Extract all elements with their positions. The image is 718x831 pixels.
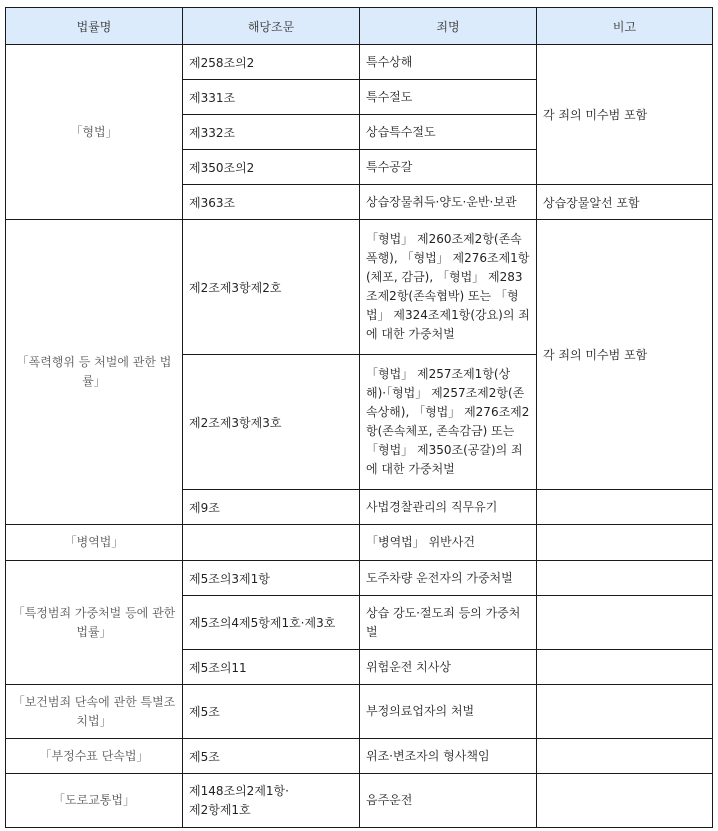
article-cell: 제148조의2제1항· 제2항제1호 xyxy=(183,774,360,828)
article-cell: 제5조 xyxy=(183,685,360,739)
crime-cell: 특수절도 xyxy=(360,80,537,115)
law-name-cell: 「병역법」 xyxy=(6,525,183,561)
note-cell xyxy=(537,774,713,828)
law-name-cell: 「보건범죄 단속에 관한 특별조치법」 xyxy=(6,685,183,739)
note-cell xyxy=(537,561,713,596)
article-cell: 제363조 xyxy=(183,185,360,220)
crime-cell: 사법경찰관리의 직무유기 xyxy=(360,490,537,525)
article-cell: 제5조 xyxy=(183,739,360,774)
header-crime: 죄명 xyxy=(360,8,537,45)
table-row xyxy=(6,774,713,828)
note-cell: 상습장물알선 포함 xyxy=(537,185,713,220)
article-cell: 제5조의11 xyxy=(183,650,360,685)
article-cell: 제2조제3항제3호 xyxy=(183,355,360,490)
article-cell: 제350조의2 xyxy=(183,150,360,185)
note-cell xyxy=(537,650,713,685)
article-cell: 제2조제3항제2호 xyxy=(183,220,360,355)
table-row xyxy=(6,739,713,774)
law-name-cell: 「폭력행위 등 처벌에 관한 법률」 xyxy=(6,220,183,525)
table-row xyxy=(6,525,713,561)
article-cell: 제9조 xyxy=(183,490,360,525)
law-name-cell: 「형법」 xyxy=(6,45,183,220)
note-cell xyxy=(537,739,713,774)
crime-cell: 위조·변조자의 형사책임 xyxy=(360,739,537,774)
crime-cell: 「형법」 제257조제1항(상해)·「형법」 제257조제2항(존속상해), 「형법」 제276조제2항(존속체포, 존속감금) 또는 「형법」 제350조(공갈)의 죄에 대한 가중처벌 xyxy=(360,355,537,490)
article-cell xyxy=(183,525,360,561)
crime-cell: 「병역법」 위반사건 xyxy=(360,525,537,561)
note-cell xyxy=(537,596,713,650)
crime-cell: 상습특수절도 xyxy=(360,115,537,150)
crime-cell: 특수상해 xyxy=(360,45,537,80)
header-article: 해당조문 xyxy=(183,8,360,45)
offense-table xyxy=(5,7,713,828)
article-cell: 제5조의4제5항제1호·제3호 xyxy=(183,596,360,650)
note-cell: 각 죄의 미수범 포함 xyxy=(537,220,713,490)
note-cell xyxy=(537,490,713,525)
crime-cell: 도주차량 운전자의 가중처벌 xyxy=(360,561,537,596)
crime-cell: 상습 강도·절도죄 등의 가중처벌 xyxy=(360,596,537,650)
table-row xyxy=(6,685,713,739)
law-name-cell: 「도로교통법」 xyxy=(6,774,183,828)
crime-cell: 위험운전 치사상 xyxy=(360,650,537,685)
header-row xyxy=(6,8,713,45)
crime-cell: 부정의료업자의 처벌 xyxy=(360,685,537,739)
table-row xyxy=(6,45,713,80)
crime-cell: 특수공갈 xyxy=(360,150,537,185)
crime-cell: 「형법」 제260조제2항(존속폭행), 「형법」 제276조제1항(체포, 감금), 「형법」 제283조제2항(존속협박) 또는 「형법」 제324조제1항(강요)의 죄에 대한 가중처벌 xyxy=(360,220,537,355)
table-row xyxy=(6,220,713,355)
header-note: 비고 xyxy=(537,8,713,45)
article-cell: 제5조의3제1항 xyxy=(183,561,360,596)
note-cell xyxy=(537,685,713,739)
table-row xyxy=(6,561,713,596)
crime-cell: 상습장물취득·양도·운반·보관 xyxy=(360,185,537,220)
article-cell: 제332조 xyxy=(183,115,360,150)
crime-cell: 음주운전 xyxy=(360,774,537,828)
article-cell: 제331조 xyxy=(183,80,360,115)
header-law-name: 법률명 xyxy=(6,8,183,45)
article-cell: 제258조의2 xyxy=(183,45,360,80)
law-name-cell: 「부정수표 단속법」 xyxy=(6,739,183,774)
note-cell: 각 죄의 미수범 포함 xyxy=(537,45,713,185)
note-cell xyxy=(537,525,713,561)
law-name-cell: 「특정범죄 가중처벌 등에 관한 법률」 xyxy=(6,561,183,685)
